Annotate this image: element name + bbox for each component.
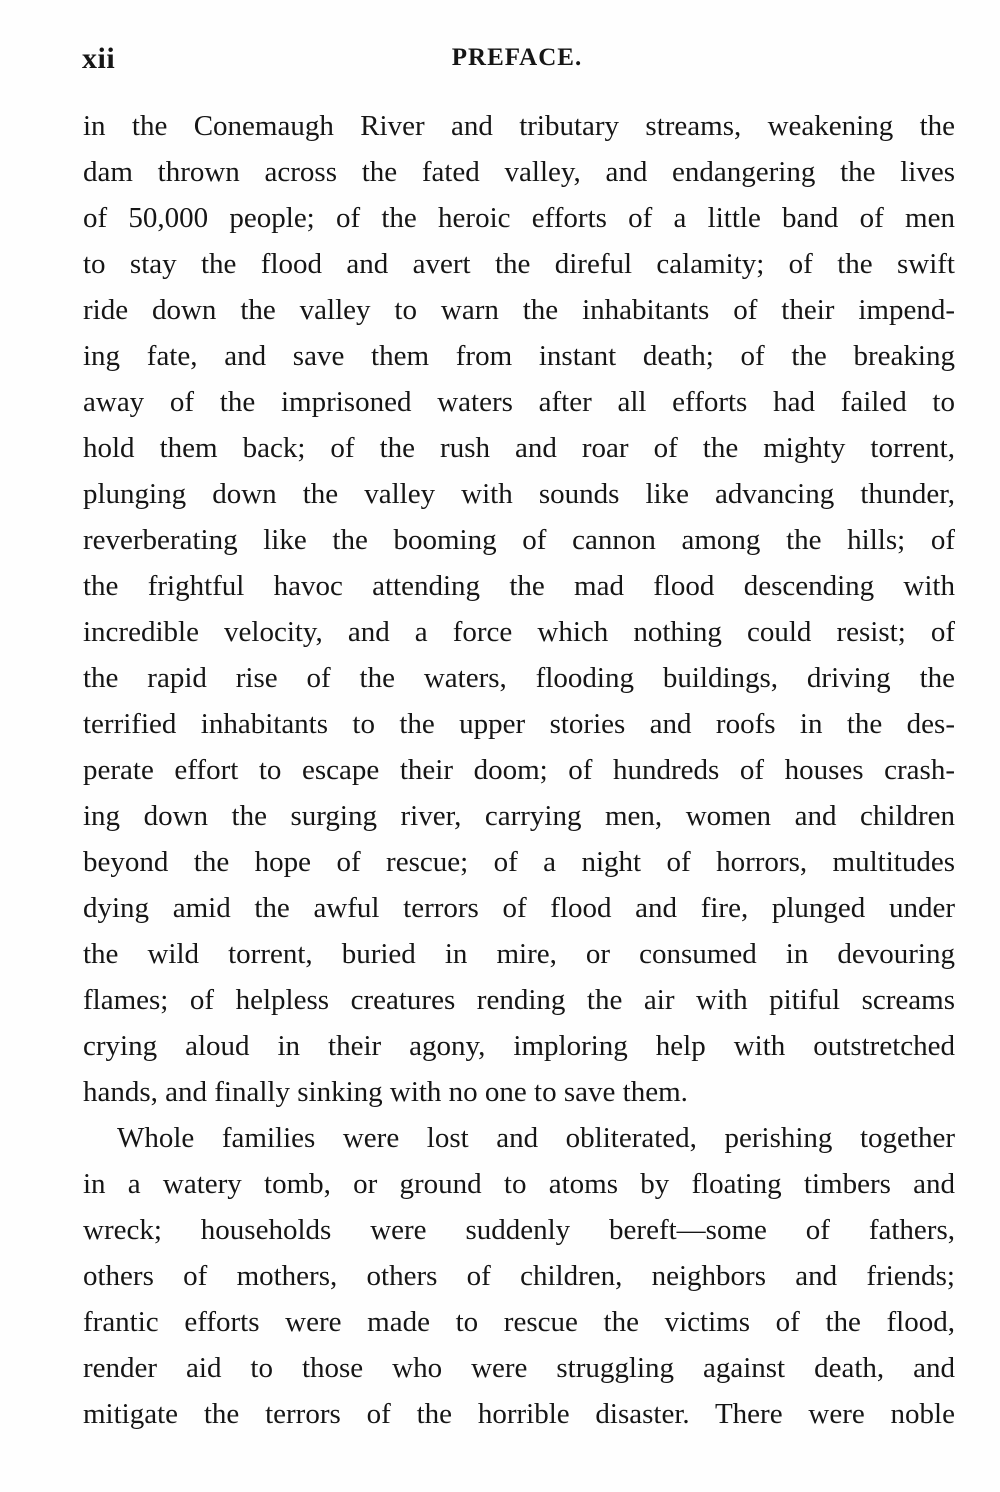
text-line: incredible velocity, and a force which nothing could resist; of [83,616,955,648]
text-line: beyond the hope of rescue; of a night of horrors, multitudes [83,846,955,878]
text-line: ing fate, and save them from instant death; of the breaking [83,340,955,372]
text-line: ride down the valley to warn the inhabitants of their impend- [83,294,955,326]
text-line: to stay the flood and avert the direful calamity; of the swift [83,248,955,280]
text-line: reverberating like the booming of cannon among the hills; of [83,524,955,556]
text-line: hold them back; of the rush and roar of the mighty torrent, [83,432,955,464]
text-line: Whole families were lost and obliterated, perishing together [117,1122,955,1154]
text-line: plunging down the valley with sounds like advancing thunder, [83,478,955,510]
text-line: hands, and finally sinking with no one to save them. [83,1076,688,1108]
text-line: in a watery tomb, or ground to atoms by floating timbers and [83,1168,955,1200]
text-line: others of mothers, others of children, neighbors and friends; [83,1260,955,1292]
text-line: frantic efforts were made to rescue the victims of the flood, [83,1306,955,1338]
page-number: xii [82,42,116,75]
text-line: mitigate the terrors of the horrible disaster. There were noble [83,1398,955,1430]
text-line: the wild torrent, buried in mire, or consumed in devouring [83,938,955,970]
text-line: the frightful havoc attending the mad flood descending with [83,570,955,602]
text-line: crying aloud in their agony, imploring help with outstretched [83,1030,955,1062]
text-line: away of the imprisoned waters after all efforts had failed to [83,386,955,418]
text-line: render aid to those who were struggling against death, and [83,1352,955,1384]
text-line: terrified inhabitants to the upper stories and roofs in the des- [83,708,955,740]
text-line: dying amid the awful terrors of flood and fire, plunged under [83,892,955,924]
text-line: the rapid rise of the waters, flooding buildings, driving the [83,662,955,694]
text-line: in the Conemaugh River and tributary streams, weakening the [83,110,955,142]
text-line: ing down the surging river, carrying men, women and children [83,800,955,832]
text-line: of 50,000 people; of the heroic efforts of a little band of men [83,202,955,234]
running-head: PREFACE. [451,44,583,71]
text-line: wreck; households were suddenly bereft—some of fathers, [83,1214,955,1246]
text-line: perate effort to escape their doom; of hundreds of houses crash- [83,754,955,786]
paragraph [83,1115,955,1437]
text-line: flames; of helpless creatures rending the air with pitiful screams [83,984,955,1016]
text-line: dam thrown across the fated valley, and endangering the lives [83,156,955,188]
body-text [83,103,955,1437]
paragraph [83,103,955,1115]
page-header [82,42,952,82]
